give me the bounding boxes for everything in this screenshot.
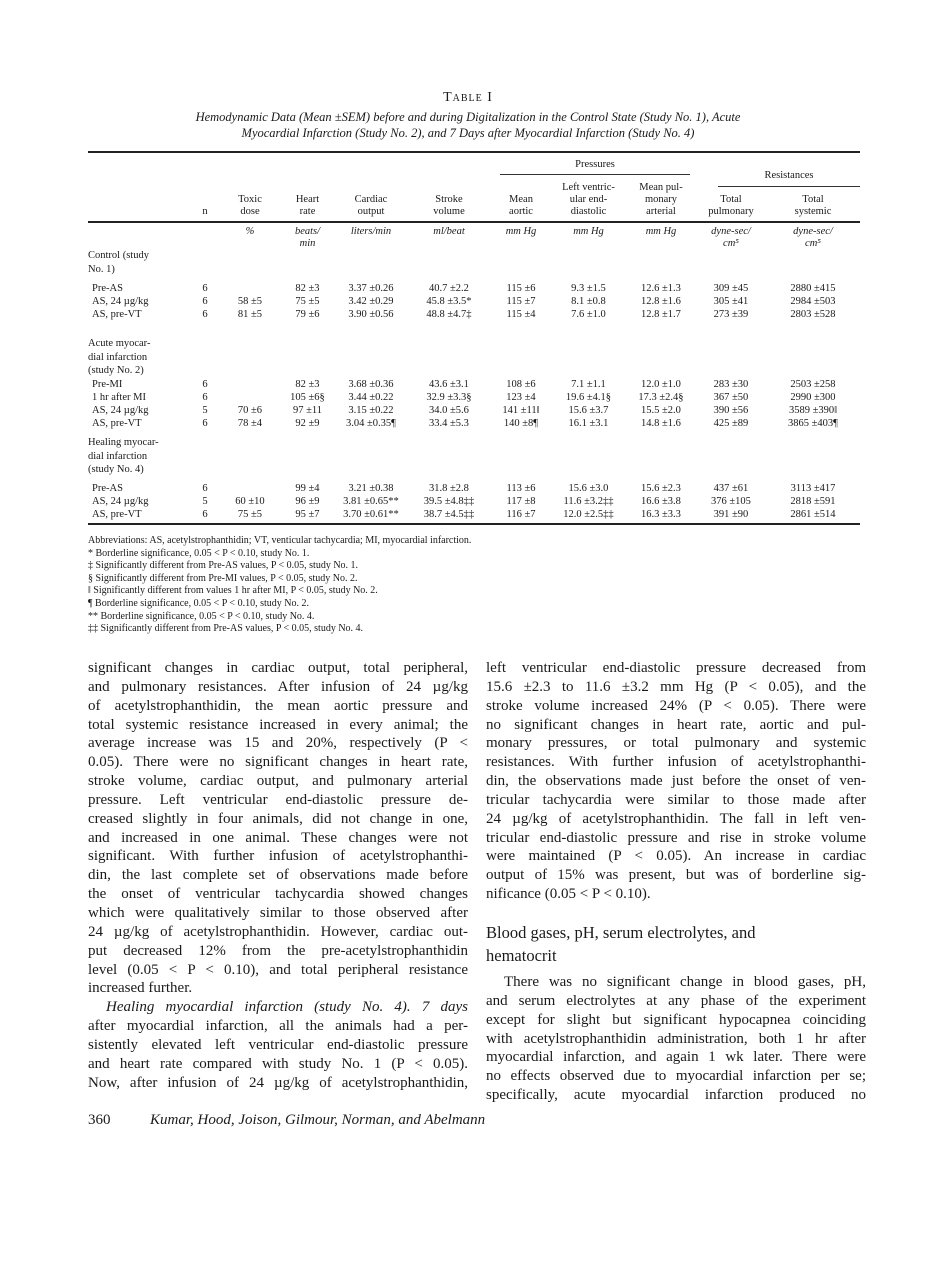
table-cell: 3.90 ±0.56 xyxy=(348,309,394,320)
table-row xyxy=(88,378,860,391)
column-unit: beats/ min xyxy=(294,226,321,249)
table-cell: 48.8 ±4.7‡ xyxy=(426,309,472,320)
table-cell: 34.0 ±5.6 xyxy=(429,405,469,416)
table-cell: 14.8 ±1.6 xyxy=(641,418,681,429)
text-line: average increase was 15 and 20%, respectively (P < xyxy=(88,735,468,752)
table-row xyxy=(88,308,860,321)
footnote: § Significantly different from Pre-MI values, P < 0.05, study No. 2. xyxy=(88,572,358,584)
table-cell: 9.3 ±1.5 xyxy=(571,283,606,294)
text-line: significant changes in cardiac output, total peripheral, xyxy=(88,660,468,676)
table-cell: 82 ±3 xyxy=(295,379,320,390)
column-header: Toxic dose xyxy=(238,194,262,217)
text-line: din, the last complete set of observations made before xyxy=(88,867,468,884)
table-cell xyxy=(220,391,280,404)
text-line: no significant changes in heart rate, aortic and pul- xyxy=(486,716,866,733)
column-unit xyxy=(88,226,190,250)
table-cell: 40.7 ±2.2 xyxy=(429,283,469,294)
text-line: level (0.05 < P < 0.10), and total peripheral resistance xyxy=(88,961,468,978)
table-cell: 108 ±6 xyxy=(506,379,536,390)
table-cell: 81 ±5 xyxy=(237,309,263,320)
text-line: tricular end-diastolic pressure and rise in stroke volume xyxy=(486,829,866,846)
column-unit: dyne-sec/ cm⁵ xyxy=(711,226,751,249)
section-heading xyxy=(486,921,866,967)
table-cell: 390 ±56 xyxy=(713,405,749,416)
group-label: Acute myocar- dial infarction (study No. 2) xyxy=(88,338,151,376)
running-footer-authors: Kumar, Hood, Joison, Gilmour, Norman, and Abelmann xyxy=(150,1112,486,1128)
row-label: Pre-MI xyxy=(92,379,123,390)
table-cell: 3589 ±390‖ xyxy=(788,405,838,416)
table-cell: 7.6 ±1.0 xyxy=(571,309,606,320)
text-line: There was no significant change in blood gases, pH, xyxy=(504,973,866,990)
table-cell: 437 ±61 xyxy=(713,483,749,494)
text-line: and heart rate compared with study No. 1 (P < 0.05). xyxy=(88,1055,468,1072)
table-column-headers xyxy=(88,180,860,218)
text-line: and increased in one animal. These changes were not xyxy=(88,829,468,846)
column-unit xyxy=(190,226,220,250)
row-label: AS, 24 µg/kg xyxy=(92,405,149,416)
table-cell: 117 ±8 xyxy=(506,496,536,507)
table-cell: 2503 ±258 xyxy=(790,379,836,390)
footnote: ‡‡ Significantly different from Pre-AS values, P < 0.05, study No. 4. xyxy=(88,623,364,635)
table-cell: 60 ±10 xyxy=(235,496,265,507)
table-cell: 115 ±7 xyxy=(506,296,536,307)
page-number: 360 xyxy=(88,1112,111,1128)
column-header: Total systemic xyxy=(794,194,832,217)
text-line: except for slight but significant hypocapnea coinciding xyxy=(486,1011,866,1028)
table-cell: 19.6 ±4.1§ xyxy=(565,392,612,403)
text-line: significant. With further infusion of acetylstrophanthi- xyxy=(88,848,468,865)
text-line: resistances. With further infusion of acetylstrophanthi- xyxy=(486,754,866,771)
row-label: AS, pre-VT xyxy=(92,309,142,320)
table-cell: 31.8 ±2.8 xyxy=(429,483,469,494)
text-line: nificance (0.05 < P < 0.10). xyxy=(486,886,651,903)
text-line: 0.05). There were no significant changes in heart rate, xyxy=(88,754,468,771)
table-cell: 39.5 ±4.8‡‡ xyxy=(423,496,475,507)
table-cell: 5 xyxy=(202,405,208,416)
table-cell: 6 xyxy=(202,296,208,307)
table-cell: 6 xyxy=(202,379,208,390)
table-cell: 3.04 ±0.35¶ xyxy=(346,418,396,429)
table-cell: 6 xyxy=(202,283,208,294)
right-column-text xyxy=(486,659,866,1105)
text-line: 24 µg/kg of acetylstrophanthidin. However, cardiac out- xyxy=(88,923,468,940)
table-cell: 115 ±6 xyxy=(506,283,536,294)
text-line: din, the observations made just before the onset of ven- xyxy=(486,773,866,790)
table-cell: 309 ±45 xyxy=(713,283,749,294)
table-cell: 15.6 ±3.7 xyxy=(568,405,609,416)
table-cell: 6 xyxy=(202,418,208,429)
footnote: ¶ Borderline significance, 0.05 < P < 0.10, study No. 2. xyxy=(88,598,309,609)
text-line: put decreased 12% from the pre-acetylstrophanthidin xyxy=(88,942,468,959)
table-cell: 38.7 ±4.5‡‡ xyxy=(423,509,475,520)
table-cell: 376 ±105 xyxy=(711,496,751,507)
table-cell xyxy=(220,282,280,295)
column-unit: % xyxy=(245,226,255,237)
table-cell: 16.6 ±3.8 xyxy=(641,496,681,507)
table-cell: 15.5 ±2.0 xyxy=(641,405,681,416)
column-unit: mm Hg xyxy=(573,226,604,237)
table-cell: 12.8 ±1.6 xyxy=(641,296,681,307)
footnote: ** Borderline significance, 0.05 < P < 0.10, study No. 4. xyxy=(88,610,315,622)
text-line: sistently elevated left ventricular end-diastolic pressure xyxy=(88,1036,468,1053)
footnote: * Borderline significance, 0.05 < P < 0.10, study No. 1. xyxy=(88,547,310,559)
table-cell: 78 ±4 xyxy=(237,418,263,429)
table-cell: 58 ±5 xyxy=(237,296,263,307)
table-cell: 16.1 ±3.1 xyxy=(568,418,609,429)
table-cell: 92 ±9 xyxy=(295,418,320,429)
text-line: output of 15% was present, but was of borderline sig- xyxy=(486,867,866,884)
column-unit: mm Hg xyxy=(505,226,537,237)
text-line: stroke volume, cardiac output, and pulmonary arterial xyxy=(88,773,468,790)
text-line: and pulmonary resistances. After infusion of 24 µg/kg xyxy=(88,678,468,695)
pressures-group-header: Pressures xyxy=(575,159,615,170)
table-cell: 33.4 ±5.3 xyxy=(429,418,469,429)
table-cell: 3.37 ±0.26 xyxy=(348,283,394,294)
table-cell: 6 xyxy=(202,392,208,403)
text-line: stroke volume increased 24% (P < 0.05). There were xyxy=(486,697,866,714)
table-cell: 2803 ±528 xyxy=(790,309,836,320)
table-cell xyxy=(220,482,280,495)
text-line: and serum electrolytes at any phase of the experiment xyxy=(486,992,866,1009)
table-row xyxy=(88,391,860,404)
table-cell: 283 ±30 xyxy=(713,379,749,390)
text-line: pressure. Left ventricular end-diastolic pressure de- xyxy=(88,791,468,808)
table-cell: 12.6 ±1.3 xyxy=(641,283,681,294)
table-title: Table I xyxy=(443,90,493,105)
text-line: left ventricular end-diastolic pressure decreased from xyxy=(486,660,866,676)
table-units-row xyxy=(88,226,860,250)
text-line: myocardial infarction, and again 1 wk later. There were xyxy=(486,1049,866,1066)
text-line: after myocardial infarction, all the animals had a per- xyxy=(88,1018,468,1035)
column-header: Heart rate xyxy=(295,194,320,217)
footnote: ‖ Significantly different from values 1 hr after MI, P < 0.05, study No. 2. xyxy=(88,585,378,597)
section-heading-line: hematocrit xyxy=(486,945,557,965)
table-row xyxy=(88,508,860,521)
table-cell: 3113 ±417 xyxy=(790,483,836,494)
table-row xyxy=(88,495,860,508)
table-cell: 43.6 ±3.1 xyxy=(429,379,469,390)
column-header: Mean aortic xyxy=(509,194,533,217)
table-cell: 70 ±6 xyxy=(237,405,263,416)
table-cell: 6 xyxy=(202,309,208,320)
table-caption-line: Myocardial Infarction (Study No. 2), and 7 Days after Myocardial Infarction (Study No. 4) xyxy=(241,126,695,140)
table-cell: 105 ±6§ xyxy=(290,392,325,403)
group-label: Control (study No. 1) xyxy=(88,250,149,275)
table-cell: 3.68 ±0.36 xyxy=(348,379,394,390)
table-cell: 96 ±9 xyxy=(295,496,320,507)
column-unit: dyne-sec/ cm⁵ xyxy=(793,226,833,249)
table-cell: 3.70 ±0.61** xyxy=(343,509,399,520)
table-cell: 16.3 ±3.3 xyxy=(641,509,681,520)
table-cell: 113 ±6 xyxy=(506,483,536,494)
table-cell: 116 ±7 xyxy=(506,509,536,520)
table-cell: 15.6 ±3.0 xyxy=(568,483,609,494)
table-cell: 95 ±7 xyxy=(295,509,320,520)
table-cell: 3.42 ±0.29 xyxy=(348,296,394,307)
table-cell: 82 ±3 xyxy=(295,283,320,294)
column-unit: mm Hg xyxy=(645,226,677,237)
table-cell: 2984 ±503 xyxy=(790,296,836,307)
table-cell: 5 xyxy=(202,496,208,507)
table-cell: 2818 ±591 xyxy=(790,496,836,507)
table-top-rule xyxy=(88,151,860,153)
table-cell: 79 ±6 xyxy=(295,309,320,320)
text-line: the onset of ventricular tachycardia showed changes xyxy=(88,886,468,903)
table-cell: 8.1 ±0.8 xyxy=(571,296,606,307)
table-cell: 17.3 ±2.4§ xyxy=(638,392,684,403)
table-cell: 15.6 ±2.3 xyxy=(641,483,681,494)
text-line: increased further. xyxy=(88,980,193,997)
table-cell: 425 ±89 xyxy=(713,418,749,429)
column-unit: ml/beat xyxy=(433,226,465,237)
row-label: AS, pre-VT xyxy=(92,509,142,520)
table-cell: 305 ±41 xyxy=(713,296,749,307)
table-cell: 3.81 ±0.65** xyxy=(343,496,399,507)
row-label: AS, 24 µg/kg xyxy=(92,496,149,507)
footnote: Abbreviations: AS, acetylstrophanthidin; VT, venticular tachycardia; MI, myocardial infarction. xyxy=(88,535,472,546)
row-label: 1 hr after MI xyxy=(92,392,146,403)
table-row xyxy=(88,417,860,430)
table-cell: 141 ±11‖ xyxy=(502,405,540,416)
table-header-rule xyxy=(88,221,860,223)
table-row xyxy=(88,404,860,417)
text-line: Now, after infusion of 24 µg/kg of acetylstrophanthidin, xyxy=(88,1074,468,1091)
table-cell: 11.6 ±3.2‡‡ xyxy=(563,496,614,507)
text-line: specifically, acute myocardial infarction produced no xyxy=(486,1087,866,1104)
row-label: Pre-AS xyxy=(92,483,123,494)
table-cell: 12.0 ±1.0 xyxy=(641,379,681,390)
text-line: 24 µg/kg of acetylstrophanthidin. The fall in left ven- xyxy=(486,810,866,827)
table-cell: 6 xyxy=(202,509,208,520)
column-header: Cardiac output xyxy=(354,194,388,217)
table-cell: 99 ±4 xyxy=(295,483,320,494)
text-line: with acetylstrophanthidin administration, both 1 hr after xyxy=(486,1030,866,1047)
table-row xyxy=(88,295,860,308)
table-cell: 45.8 ±3.5* xyxy=(426,296,472,307)
column-unit: liters/min xyxy=(350,226,392,237)
table-cell: 3.44 ±0.22 xyxy=(348,392,394,403)
text-line: which were qualitatively similar to those observed after xyxy=(88,904,468,921)
table-cell: 123 ±4 xyxy=(506,392,536,403)
pressures-rule xyxy=(500,174,690,175)
text-line: of acetylstrophanthidin, the mean aortic pressure and xyxy=(88,697,468,714)
footnote: ‡ Significantly different from Pre-AS values, P < 0.05, study No. 1. xyxy=(88,560,359,572)
column-header: Total pulmonary xyxy=(708,194,754,217)
text-line: tricular tachycardia were similar to those made after xyxy=(486,791,866,808)
table-cell: 3865 ±403¶ xyxy=(788,418,838,429)
table-caption-line: Hemodynamic Data (Mean ±SEM) before and during Digitalization in the Control State (Study No. 1), Acute xyxy=(195,110,741,124)
table-cell: 12.0 ±2.5‡‡ xyxy=(563,509,614,520)
text-line: were maintained (P < 0.05). An increase in cardiac xyxy=(486,848,866,865)
text-line: no effects observed due to myocardial infarction per se; xyxy=(486,1068,866,1085)
table-cell: 6 xyxy=(202,483,208,494)
table-cell: 12.8 ±1.7 xyxy=(641,309,681,320)
table-cell: 3.21 ±0.38 xyxy=(348,483,394,494)
table-cell: 75 ±5 xyxy=(237,509,263,520)
row-label: AS, pre-VT xyxy=(92,418,142,429)
table-cell: 2990 ±300 xyxy=(790,392,836,403)
table-cell: 97 ±11 xyxy=(293,405,322,416)
column-header: n xyxy=(202,206,208,217)
table-cell xyxy=(220,378,280,391)
table-cell: 2861 ±514 xyxy=(790,509,836,520)
column-header: Mean pul- monary arterial xyxy=(639,182,683,217)
table-row xyxy=(88,282,860,295)
table-cell: 391 ±90 xyxy=(713,509,749,520)
table-cell: 367 ±50 xyxy=(713,392,749,403)
table-cell: 2880 ±415 xyxy=(790,283,836,294)
table-cell: 75 ±5 xyxy=(295,296,320,307)
text-line: monary pressures, or total pulmonary and systemic xyxy=(486,735,866,752)
table-cell: 32.9 ±3.3§ xyxy=(426,392,472,403)
text-line: Healing myocardial infarction (study No. 4). 7 days xyxy=(106,999,468,1016)
column-header: Stroke volume xyxy=(433,194,465,217)
text-line: total systemic resistance increased in every animal; the xyxy=(88,716,468,733)
table-bottom-rule xyxy=(88,523,860,525)
left-column-text xyxy=(88,659,468,1092)
group-label: Healing myocar- dial infarction (study No. 4) xyxy=(88,437,159,475)
table-cell: 273 ±39 xyxy=(713,309,749,320)
row-label: AS, 24 µg/kg xyxy=(92,296,149,307)
table-cell: 115 ±4 xyxy=(506,309,536,320)
section-heading-line: Blood gases, pH, serum electrolytes, and xyxy=(486,922,756,942)
text-line: creased slightly in four animals, did not change in one, xyxy=(88,810,468,827)
column-header: Left ventric- ular end- diastolic xyxy=(562,182,615,217)
text-line: 15.6 ±2.3 to 11.6 ±3.2 mm Hg (P < 0.05), and the xyxy=(486,678,866,695)
resistances-group-header: Resistances xyxy=(764,170,814,181)
table-cell: 140 ±8¶ xyxy=(503,418,539,429)
table-cell: 3.15 ±0.22 xyxy=(348,405,394,416)
table-cell: 7.1 ±1.1 xyxy=(571,379,606,390)
table-row xyxy=(88,482,860,495)
row-label: Pre-AS xyxy=(92,283,123,294)
